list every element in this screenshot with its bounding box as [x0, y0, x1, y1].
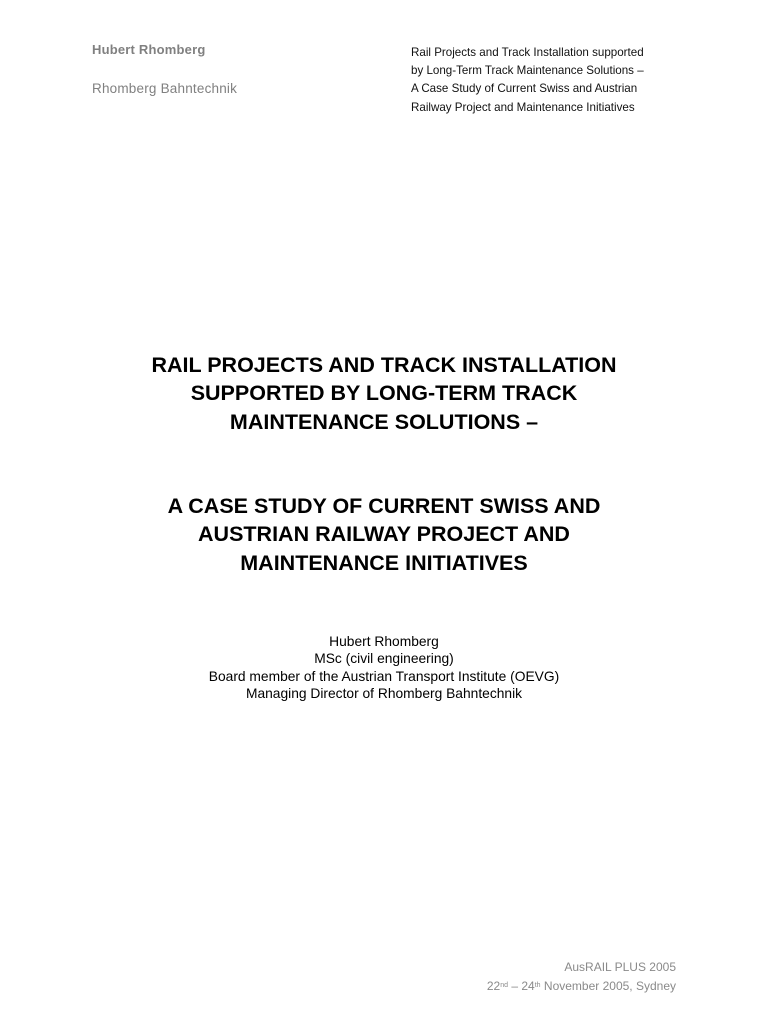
- author-degree: MSc (civil engineering): [314, 651, 454, 667]
- author-role: Managing Director of Rhomberg Bahntechnik: [245, 686, 523, 702]
- date-rest: November 2005, Sydney: [540, 979, 676, 993]
- header-running-title: [411, 44, 711, 117]
- document-subtitle: [60, 492, 708, 577]
- author-role: Board member of the Austrian Transport Institute (OEVG): [208, 668, 560, 684]
- date-end-day: 24: [521, 979, 535, 993]
- date-dash: –: [508, 979, 522, 993]
- subtitle-line: MAINTENANCE INITIATIVES: [240, 550, 528, 575]
- date-start-suffix: nd: [500, 982, 509, 989]
- document-title: [60, 351, 708, 436]
- author-block: [100, 633, 668, 703]
- subtitle-line: A CASE STUDY OF CURRENT SWISS AND: [167, 494, 601, 518]
- running-title-line: Rail Projects and Track Installation supported: [411, 46, 644, 59]
- header-author-name: Hubert Rhomberg: [92, 42, 206, 57]
- footer-date: [487, 977, 676, 996]
- running-title-line: A Case Study of Current Swiss and Austrian: [411, 82, 638, 96]
- subtitle-line: AUSTRIAN RAILWAY PROJECT AND: [198, 522, 570, 547]
- footer: [487, 958, 676, 996]
- running-title-line: by Long-Term Track Maintenance Solutions –: [411, 64, 644, 78]
- title-line: SUPPORTED BY LONG-TERM TRACK: [190, 381, 578, 406]
- date-end-suffix: th: [534, 982, 541, 989]
- author-name: Hubert Rhomberg: [329, 634, 439, 649]
- header-company-name: Rhomberg Bahntechnik: [92, 81, 238, 96]
- running-title-line: Railway Project and Maintenance Initiatives: [411, 100, 635, 114]
- title-line: RAIL PROJECTS AND TRACK INSTALLATION: [151, 353, 617, 377]
- title-line: MAINTENANCE SOLUTIONS –: [229, 409, 539, 434]
- date-start-day: 22: [486, 979, 501, 993]
- footer-conference: AusRAIL PLUS 2005: [564, 960, 676, 974]
